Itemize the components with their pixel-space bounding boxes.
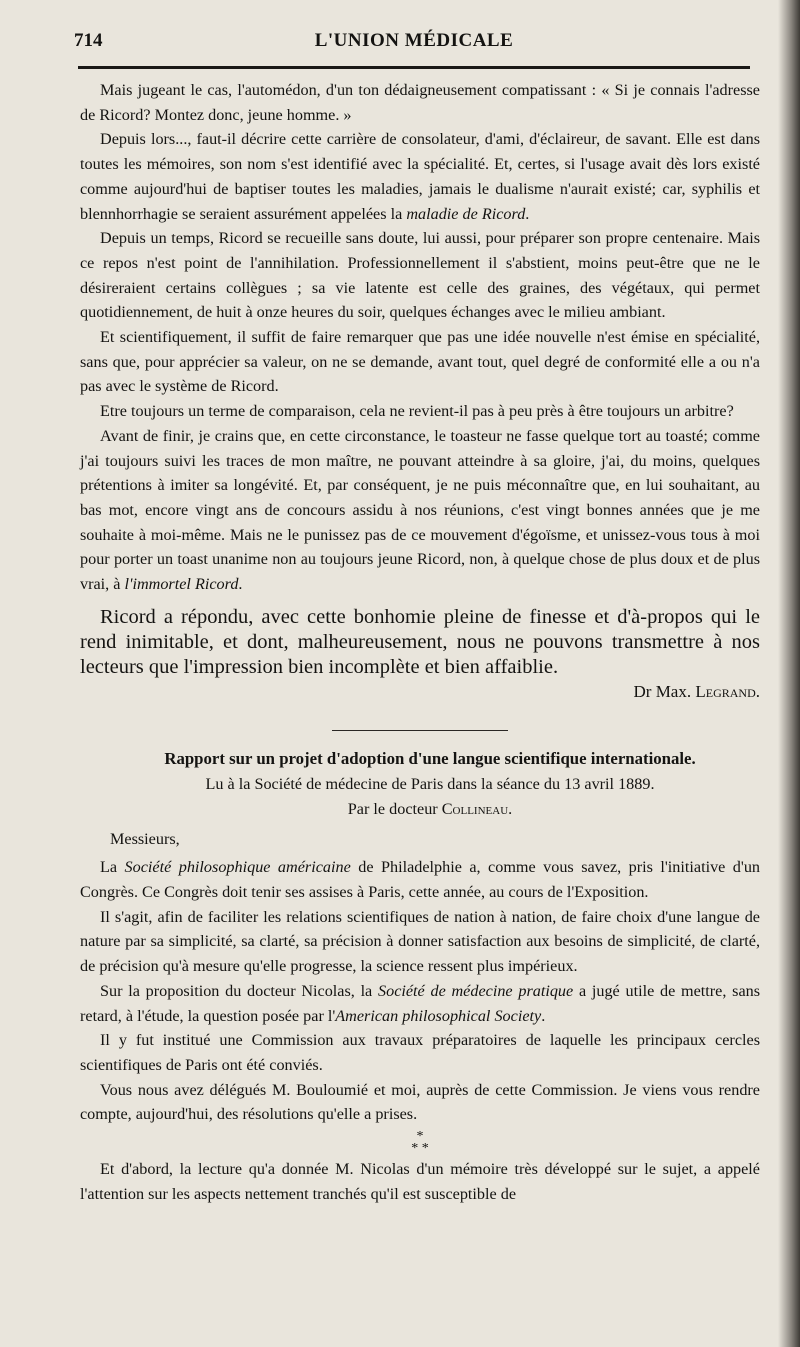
- separator-rule: [332, 730, 508, 731]
- italic-term: Société de médecine pratique: [378, 981, 574, 1000]
- asterism-glyphs: * * *: [411, 1129, 429, 1157]
- paragraph: [80, 855, 760, 904]
- paragraph: Avant de finir, je crains que, en cette circonstance, le toasteur ne fasse quelque tort au toasté; comme j'ai toujours suivi les traces de mon maître, ne pouvant atteindre à sa gloire, j'ai, du moins, quelques prétentions à imiter sa longévité. Et, par conséquent, je ne puis méconnaître que, en lui souhaitant, au bas mot, encore vingt ans de concours assidu à nos réunions, c'est vingt bonnes années que je me souhaite à moi-même. Mais ne le punissez pas de ce mouvement d'égoïsme, et unissez-vous tous à moi pour porter un toast unanime non au toujours jeune Ricord, non, à quelque chose de plus doux et de plus vrai, à l'immortel Ricord.: [80, 426, 760, 594]
- signature-name: Legrand.: [695, 681, 760, 701]
- paragraph: Depuis un temps, Ricord se recueille sans doute, lui aussi, pour préparer son propre centenaire. Mais ce repos n'est point de l'annihilation. Professionnellement il s'abstient, moins peut-être que ne le désireraient certains collègues ; sa vie latente est celle des graines, des végétaux, qui permet quotidiennement, de huit à onze heures du soir, quelques échanges avec le milieu ambiant.: [80, 229, 760, 322]
- asterism: [80, 1131, 760, 1155]
- paragraph: Mais jugeant le cas, l'automédon, d'un ton dédaigneusement compatissant : « Si je connais l'adresse de Ricord? Montez donc, jeune homme. »: [80, 81, 760, 124]
- paragraph: Et d'abord, la lecture qu'a donnée M. Nicolas d'un mémoire très développé sur le sujet, a appelé l'attention sur les aspects nettement tranchés qu'il est susceptible de: [80, 1160, 760, 1203]
- author-prefix: Par le docteur: [347, 799, 438, 818]
- paragraph: Vous nous avez délégués M. Bouloumié et moi, auprès de cette Commission. Je viens vous rendre compte, aujourd'hui, des résolutions qu'elle a prises.: [80, 1080, 760, 1124]
- paragraph-text: Sur la proposition du docteur Nicolas, la: [100, 981, 373, 1000]
- page-number: 714: [74, 30, 103, 51]
- paragraph: Etre toujours un terme de comparaison, cela ne revient-il pas à peu près à être toujours un arbitre?: [100, 402, 734, 421]
- salutation: Messieurs,: [110, 829, 180, 848]
- toast-reply: Ricord a répondu, avec cette bonhomie pleine de finesse et d'à-propos qui le rend inimitable, et dont, malheureusement, nous ne pouvons transmettre à nos lecteurs que l'impression bien incomplète et bien affaiblie.: [80, 605, 760, 678]
- paragraph-text: Depuis lors..., faut-il décrire cette carrière de consolateur, d'ami, d'éclaireur, de savant. Elle est dans toutes les mémoires, son nom s'est identifié avec la spécialité. Et, certes, si l'usage avait dès lors existé comme aujourd'hui de baptiser toutes les maladies, jamais le dualisme n'aurait existé; car, syphilis et blennhorrhagie se seraient assurément appelées la: [80, 130, 760, 223]
- paragraph-text: Avant de finir, je crains que, en cette circonstance, le toasteur ne fasse quelque tort au toasté; comme j'ai toujours suivi les traces de mon maître, ne pouvant atteindre à sa gloire, j'ai, du moins, quelques prétentions à imiter sa longévité. Et, par conséquent, je ne puis méconnaître que, en lui souhaitant, au bas mot, encore vingt ans de concours assidu à nos réunions, c'est vingt bonnes années que je me souhaite à moi-même. Mais ne le punissez pas de ce mouvement d'égoïsme, et unissez-vous tous à moi pour porter un toast unanime non au toujours jeune Ricord, non, à quelque chose de plus doux et de plus vrai, à: [80, 426, 760, 594]
- italic-term: l'immortel Ricord: [124, 575, 239, 594]
- article-body: [80, 78, 760, 1206]
- italic-term: maladie de Ricord: [406, 204, 526, 223]
- page-header: [74, 30, 754, 60]
- paragraph-text: La: [100, 858, 118, 877]
- italic-term: American philosophical Society: [335, 1006, 542, 1025]
- paragraph: Et scientifiquement, il suffit de faire remarquer que pas une idée nouvelle n'est émise en spécialité, sans que, pour apprécier sa valeur, on ne se demande, avant tout, quel degré de conformité elle a ou n'a pas avec le système de Ricord.: [80, 328, 760, 396]
- signature: [80, 680, 760, 705]
- author-name: Collineau.: [441, 799, 513, 818]
- paragraph: Il s'agit, afin de faciliter les relations scientifiques de nation à nation, de faire choix d'une langue de nature par sa simplicité, sa clarté, sa précision à donner satisfaction aux besoins de simplicité, de clarté, de précision qu'à mesure qu'elle progresse, la science ressent plus impérieux.: [80, 907, 760, 976]
- italic-term: Société philosophique américaine: [124, 858, 351, 877]
- header-rule: [78, 66, 750, 69]
- signature-prefix: Dr Max.: [633, 681, 692, 701]
- report-author: [80, 797, 760, 822]
- paragraph: Depuis lors..., faut-il décrire cette carrière de consolateur, d'ami, d'éclaireur, de savant. Elle est dans toutes les mémoires, son nom s'est identifié avec la spécialité. Et, certes, si l'usage avait dès lors existé comme aujourd'hui de baptiser toutes les maladies, jamais le dualisme n'aurait existé; car, syphilis et blennhorrhagie se seraient assurément appelées la maladie de Ricord.: [80, 130, 760, 223]
- paragraph-text: .: [541, 1006, 546, 1025]
- paragraph-text: de Philadelphie a, comme vous savez, pris l'initiative d'un Congrès. Ce Congrès doit tenir ses assises à Paris, cette année, au cours de l'Exposition.: [80, 858, 761, 901]
- paragraph-text: a jugé utile de mettre, sans retard, à l'étude, la question posée par l': [80, 981, 761, 1025]
- paragraph: Il y fut institué une Commission aux travaux préparatoires de laquelle les principaux cercles scientifiques de Paris ont été conviés.: [80, 1031, 760, 1074]
- running-title: L'UNION MÉDICALE: [314, 30, 514, 51]
- report-subtitle: Lu à la Société de médecine de Paris dans la séance du 13 avril 1889.: [205, 775, 655, 794]
- paragraph: [80, 979, 760, 1028]
- report-title: Rapport sur un projet d'adoption d'une langue scientifique internationale.: [164, 749, 696, 769]
